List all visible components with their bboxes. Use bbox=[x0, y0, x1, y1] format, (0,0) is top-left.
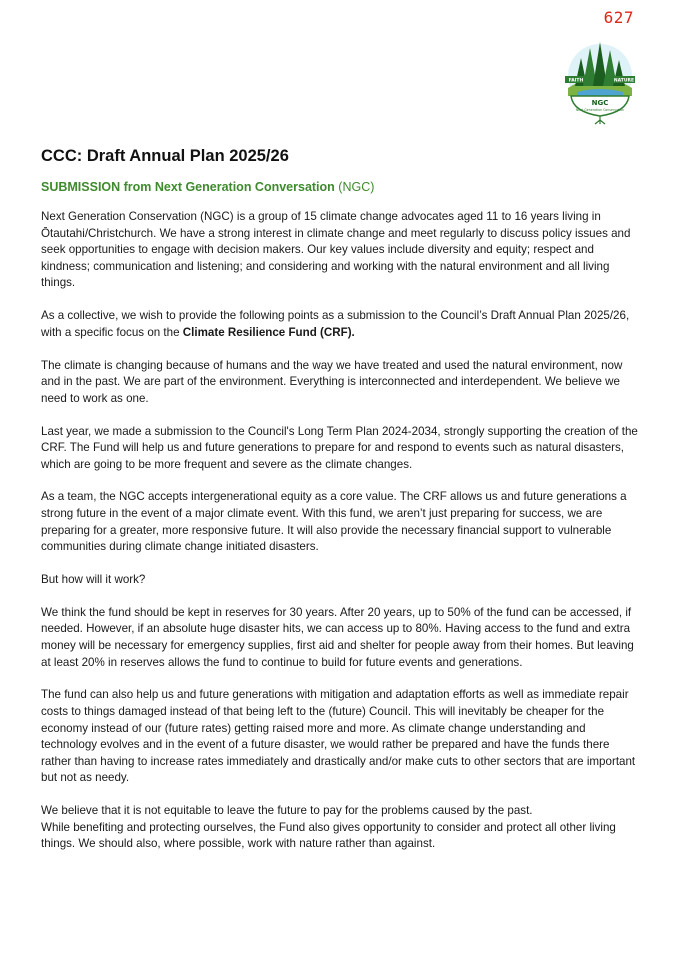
paragraph-collective-bold: Climate Resilience Fund (CRF). bbox=[182, 325, 355, 339]
ribbon-left-text: FAITH bbox=[568, 78, 584, 84]
paragraph-collective-text: As a collective, we wish to provide the following points as a submission to the Council’s Draft Annual Plan 2025/26, with a specific focus on the bbox=[41, 309, 630, 339]
ribbon-right-text: NATURE bbox=[613, 78, 635, 84]
paragraph-mitigation: The fund can also help us and future generations with mitigation and adaptation efforts as well as immediate repair costs to things damaged instead of that being left to the (future) Council. This will inevitably be cheaper for the economy instead of our (future rates) getting raised more and more. As climate change understanding and technology evolves and in the event of a future disaster, we would rather be prepared and have the funds there rather than having to increase rates immediately and drastically and/or make cuts to other sectors that are important but not as needy. bbox=[41, 688, 636, 785]
subtitle-rest: (NGC) bbox=[334, 180, 375, 194]
submission-subtitle bbox=[41, 180, 374, 194]
document-title: CCC: Draft Annual Plan 2025/26 bbox=[41, 147, 289, 165]
paragraph-equity: As a team, the NGC accepts intergenerational equity as a core value. The CRF allows us and future generations a strong future in the event of a major climate event. With this fund, we aren’t just preparing for success, we are preparing for a greater, more responsive future. It will also provide the necessary financial support to vulnerable communities during climate change initiated disasters. bbox=[41, 490, 627, 554]
paragraph-last-year: Last year, we made a submission to the Council's Long Term Plan 2024-2034, strongly supporting the creation of the CRF. The Fund will help us and future generations to prepare for and respond to events such as natural disasters, which are going to be more frequent and severe as the climate changes. bbox=[41, 424, 638, 471]
paragraph-intro: Next Generation Conservation (NGC) is a group of 15 climate change advocates aged 11 to 16 years living in Ōtautahi/Christchurch. We have a strong interest in climate change and meet regularly to discuss policy issues and seek opportunities to engage with decision makers. Our key values include diversity and equity; respect and kindness; communication and listening; and considering and working with the natural environment and all living things. bbox=[41, 210, 631, 290]
logo-name: NGC bbox=[591, 99, 609, 107]
ngc-logo bbox=[557, 36, 643, 126]
paragraph-collective bbox=[41, 308, 641, 341]
paragraph-climate: The climate is changing because of humans and the way we have treated and used the natural environment, now and in the past. We are part of the environment. Everything is interconnected and interdependent. We believe we need to work as one. bbox=[41, 358, 623, 405]
paragraph-equitable: We believe that it is not equitable to leave the future to pay for the problems caused by the past. bbox=[41, 804, 533, 818]
tree-globe-icon bbox=[557, 36, 643, 126]
paragraph-question: But how will it work? bbox=[41, 573, 146, 587]
page-number: 627 bbox=[603, 8, 634, 27]
paragraph-nature: While benefiting and protecting ourselves, the Fund also gives opportunity to consider and protect all other living things. We should also, where possible, work with nature rather than against. bbox=[41, 820, 616, 851]
logo-caption: Next Generation Conservation bbox=[575, 108, 625, 112]
paragraph-reserves: We think the fund should be kept in reserves for 30 years. After 20 years, up to 50% of the fund can be accessed, if needed. However, if an absolute huge disaster hits, we can access up to 80%. Having access to the fund and extra money will be necessary for emergency supplies, first aid and shelter for people away from their homes. But leaving at least 20% in reserves allows the fund to continue to build for future events and generations. bbox=[41, 605, 634, 669]
submission-body bbox=[41, 209, 641, 853]
subtitle-bold: SUBMISSION from Next Generation Conversation bbox=[41, 180, 335, 194]
